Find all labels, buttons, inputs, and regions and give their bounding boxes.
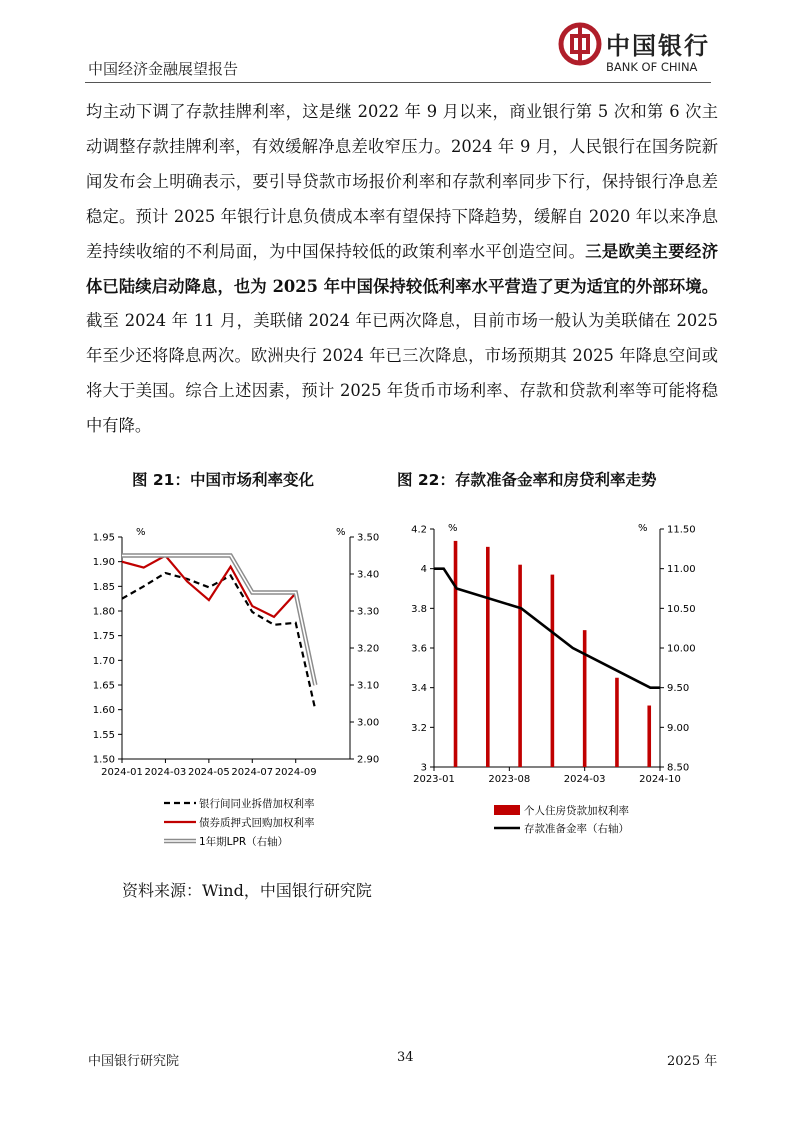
source-note: 资料来源：Wind，中国银行研究院 <box>122 881 372 900</box>
left-axis-unit: % <box>448 523 458 534</box>
right-tick-label: 3.10 <box>357 680 380 692</box>
right-tick-label: 3.50 <box>357 532 380 544</box>
right-tick-label: 2.90 <box>357 754 380 766</box>
legend-label: 债券质押式回购加权利率 <box>199 817 315 829</box>
right-tick-label: 10.50 <box>667 603 696 615</box>
paragraph-bold-sentence: 三是欧美主要经济体已陆续启动降息，也为 2025 年中国保持较低利率水平营造了更为适宜的外部环境。 <box>86 241 718 296</box>
left-tick-label: 1.90 <box>92 557 115 569</box>
x-tick-label: 2024-03 <box>144 767 187 778</box>
bank-logo-icon <box>558 22 602 66</box>
left-tick-label: 3.8 <box>411 603 427 615</box>
left-tick-label: 1.65 <box>92 680 115 692</box>
right-tick-label: 3.00 <box>357 717 380 729</box>
x-tick-label: 2024-07 <box>231 767 274 778</box>
footer-year: 2025 年 <box>667 1054 718 1069</box>
legend-label: 1年期LPR（右轴） <box>199 836 289 848</box>
x-tick-label: 2024-01 <box>101 767 143 778</box>
right-tick-label: 3.30 <box>357 606 380 618</box>
figure-22-title: 图 22：存款准备金率和房贷利率走势 <box>397 471 657 489</box>
left-tick-label: 1.75 <box>92 631 115 643</box>
legend-label: 存款准备金率（右轴） <box>524 823 629 835</box>
body-paragraph <box>86 95 718 444</box>
x-tick-label: 2024-05 <box>187 767 230 778</box>
chart-rrr-mortgage <box>398 515 718 845</box>
x-tick-label: 2024-10 <box>639 774 681 785</box>
left-tick-label: 1.50 <box>92 754 115 766</box>
series-line-lpr-inner <box>122 556 315 686</box>
left-tick-label: 1.85 <box>92 581 115 593</box>
x-tick-label: 2023-01 <box>413 774 455 785</box>
left-tick-label: 1.70 <box>92 655 115 667</box>
right-axis-unit: % <box>638 523 648 534</box>
right-tick-label: 9.50 <box>667 683 690 695</box>
right-tick-label: 11.00 <box>667 564 696 576</box>
mortgage-rate-bar <box>486 547 490 767</box>
legend-label: 银行间同业拆借加权利率 <box>199 798 315 810</box>
right-tick-label: 3.20 <box>357 643 380 655</box>
paragraph-text-end: 截至 2024 年 11 月，美联储 2024 年已两次降息，目前市场一般认为美联储在 2025 年至少还将降息两次。欧洲央行 2024 年已三次降息，市场预期其 2025 年降息空间或将大于美国。综合上述因素，预计 2025 年货币市场利率、存款和贷款利率等可能将稳中有降。 <box>86 311 718 436</box>
footer-org: 中国银行研究院 <box>88 1054 180 1069</box>
mortgage-rate-bar <box>518 565 522 767</box>
left-tick-label: 1.60 <box>92 705 115 717</box>
header-divider <box>85 82 711 83</box>
right-tick-label: 11.50 <box>667 524 696 536</box>
series-line-repo <box>122 556 315 685</box>
chart-market-rates <box>82 515 402 865</box>
legend-swatch-mortgage <box>494 805 520 815</box>
x-tick-label: 2023-08 <box>488 774 531 785</box>
mortgage-rate-bar <box>647 706 651 767</box>
left-tick-label: 4.2 <box>411 524 427 536</box>
x-tick-label: 2024-09 <box>274 767 317 778</box>
report-title: 中国经济金融展望报告 <box>88 60 239 78</box>
left-tick-label: 3 <box>420 762 427 774</box>
left-tick-label: 3.4 <box>411 683 427 695</box>
bank-logo-text: 中国银行 <box>606 31 710 60</box>
left-tick-label: 1.95 <box>92 532 115 544</box>
series-line-lpr-outer <box>122 556 315 686</box>
right-tick-label: 10.00 <box>667 643 696 655</box>
paragraph-text: 均主动下调了存款挂牌利率，这是继 2022 年 9 月以来，商业银行第 5 次和第 6 次主动调整存款挂牌利率，有效缓解净息差收窄压力。2024 年 9 月，人民银行在国务院新闻发布会上明确表示，要引导贷款市场报价利率和存款利率同步下行，保持银行净息差稳定。预计 2025 年银行计息负债成本率有望保持下降趋势，缓解自 2020 年以来净息差持续收缩的不利局面，为中国保持较低的政策利率水平创造空间。 <box>86 102 718 261</box>
left-axis-unit: % <box>136 527 146 538</box>
left-tick-label: 3.2 <box>411 722 427 734</box>
bank-logo <box>558 22 718 80</box>
bank-logo-english: BANK OF CHINA <box>606 60 698 74</box>
mortgage-rate-bar <box>615 678 619 767</box>
left-tick-label: 4 <box>420 564 427 576</box>
rrr-step-line <box>434 569 660 688</box>
page-number: 34 <box>397 1050 414 1065</box>
right-tick-label: 9.00 <box>667 722 690 734</box>
mortgage-rate-bar <box>583 630 587 767</box>
mortgage-rate-bar <box>454 541 458 767</box>
right-tick-label: 3.40 <box>357 569 380 581</box>
left-tick-label: 1.55 <box>92 729 115 741</box>
right-tick-label: 8.50 <box>667 762 690 774</box>
left-tick-label: 1.80 <box>92 606 115 618</box>
x-tick-label: 2024-03 <box>563 774 606 785</box>
legend-label: 个人住房贷款加权利率 <box>524 805 629 817</box>
right-axis-unit: % <box>336 527 346 538</box>
figure-21-title: 图 21：中国市场利率变化 <box>132 471 314 489</box>
mortgage-rate-bar <box>551 575 555 767</box>
left-tick-label: 3.6 <box>411 643 427 655</box>
